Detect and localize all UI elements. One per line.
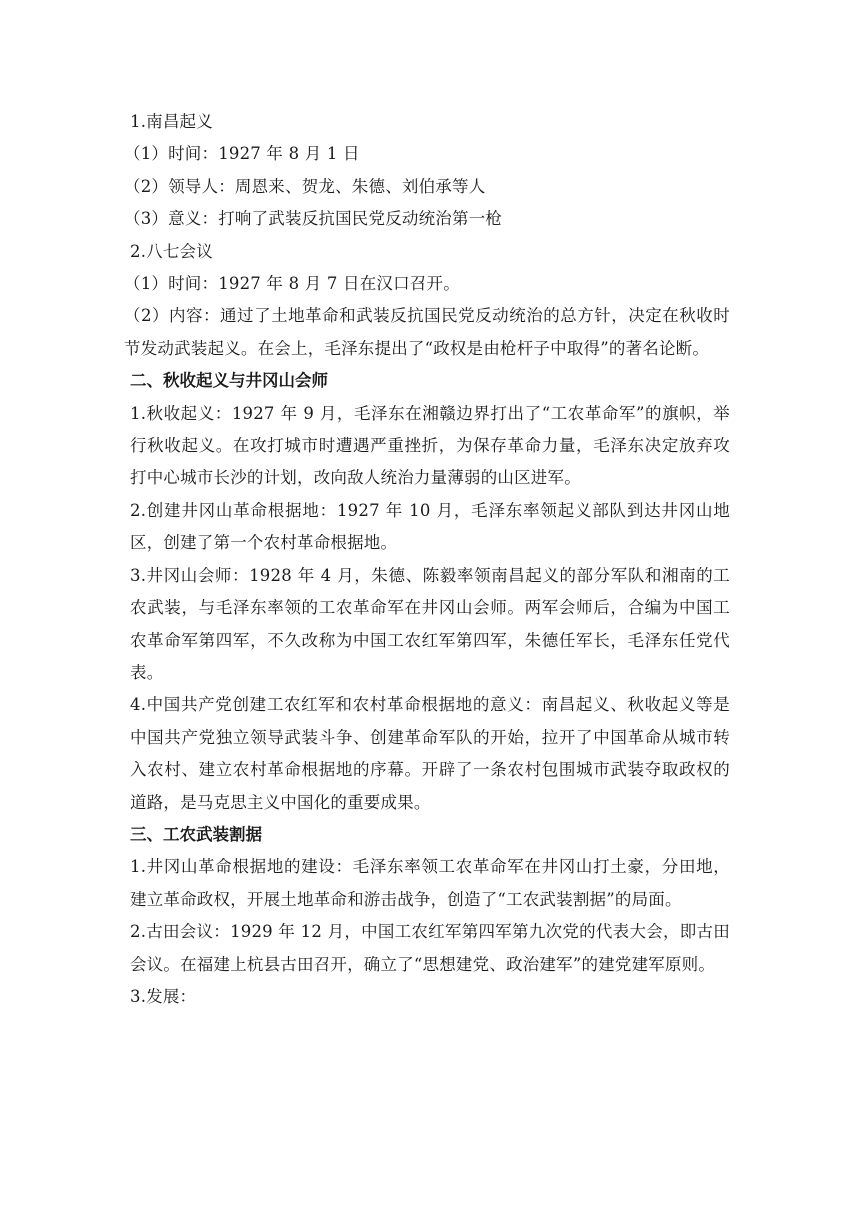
document-page bbox=[124, 106, 730, 1013]
paragraph-gutian-meeting: 2.古田会议：1929 年 12 月，中国工农红军第四军第九次党的代表大会，即古田会议。在福建上杭县古田召开，确立了“思想建党、政治建军”的建党建军原则。 bbox=[130, 922, 730, 974]
nanchang-meaning: （3）意义：打响了武装反抗国民党反动统治第一枪 bbox=[124, 209, 503, 229]
paragraph-autumn-uprising: 1.秋收起义：1927 年 9 月，毛泽东在湘赣边界打出了“工农革命军”的旗帜，举行秋收起义。在攻打城市时遭遇严重挫折，为保存革命力量，毛泽东决定放弃攻打中心城市长沙的计划，改向敌人统治力量薄弱的山区进军。 bbox=[130, 403, 730, 488]
paragraph-development: 3.发展： bbox=[130, 986, 197, 1006]
heading-armed-separatism: 三、工农武装割据 bbox=[130, 824, 262, 844]
section-bayi-title: 2.八七会议 bbox=[130, 241, 213, 261]
bayi-time: （1）时间：1927 年 8 月 7 日在汉口召开。 bbox=[124, 274, 460, 294]
nanchang-leaders: （2）领导人：周恩来、贺龙、朱德、刘伯承等人 bbox=[124, 176, 486, 196]
paragraph-jinggangshan-base: 2.创建井冈山革命根据地：1927 年 10 月，毛泽东率领起义部队到达井冈山地区，创建了第一个农村革命根据地。 bbox=[130, 500, 730, 553]
bayi-content: （2）内容：通过了土地革命和武装反抗国民党反动统治的总方针，决定在秋收时节发动武装起义。在会上，毛泽东提出了“政权是由枪杆子中取得”的著名论断。 bbox=[124, 306, 730, 358]
paragraph-jinggangshan-meeting: 3.井冈山会师：1928 年 4 月，朱德、陈毅率领南昌起义的部分军队和湘南的工农武装，与毛泽东率领的工农革命军在井冈山会师。两军会师后，合编为中国工农革命军第四军，不久改称为中国工农红军第四军，朱德任军长，毛泽东任党代表。 bbox=[130, 565, 730, 682]
paragraph-significance: 4.中国共产党创建工农红军和农村革命根据地的意义：南昌起义、秋收起义等是中国共产党独立领导武装斗争、创建革命军队的开始，拉开了中国革命从城市转入农村、建立农村革命根据地的序幕。开辟了一条农村包围城市武装夺取政权的道路，是马克思主义中国化的重要成果。 bbox=[130, 695, 730, 812]
nanchang-time: （1）时间：1927 年 8 月 1 日 bbox=[124, 144, 360, 164]
section-nanchang-title: 1.南昌起义 bbox=[130, 112, 213, 131]
heading-autumn-harvest: 二、秋收起义与井冈山会师 bbox=[130, 371, 328, 391]
paragraph-base-construction: 1.井冈山革命根据地的建设：毛泽东率领工农革命军在井冈山打土豪，分田地，建立革命政权，开展土地革命和游击战争，创造了“工农武装割据”的局面。 bbox=[130, 857, 730, 909]
